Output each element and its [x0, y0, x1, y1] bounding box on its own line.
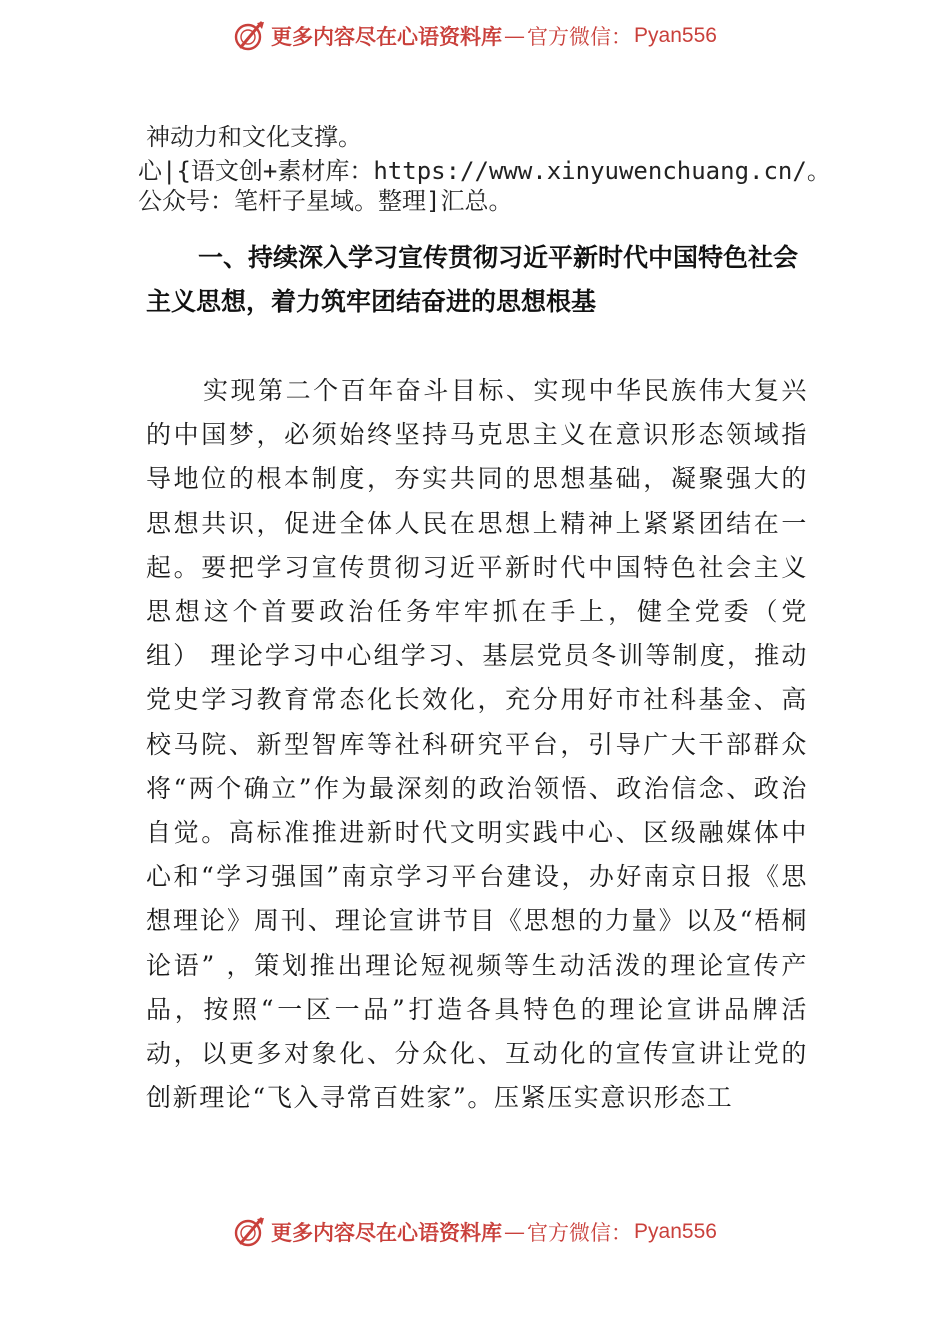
- section-heading: [146, 236, 806, 324]
- watermark-wechat-id: Pyan556: [634, 24, 717, 47]
- source-note-line-2: 公众号：笔杆子星域。整理]汇总。: [138, 187, 513, 215]
- footer-watermark: [0, 1212, 950, 1252]
- watermark-dash: —: [504, 1220, 526, 1244]
- watermark-wechat-label: 官方微信：: [527, 1221, 633, 1245]
- watermark-wechat-label: 官方微信：: [527, 25, 633, 49]
- watermark-wechat-id: Pyan556: [634, 1220, 717, 1243]
- source-note-line: 心|{语文创+素材库：https://www.xinyuwenchuang.cn/。: [138, 157, 831, 185]
- watermark-dash: —: [504, 24, 526, 48]
- body-paragraph-text: 实现第二个百年奋斗目标、实现中华民族伟大复兴的中国梦，必须始终坚持马克思主义在意识形态领域指导地位的根本制度，夯实共同的思想基础，凝聚强大的思想共识，促进全体人民在思想上精神上紧紧团结在一起。要把学习宣传贯彻习近平新时代中国特色社会主义思想这个首要政治任务牢牢抓在手上，健全党委（党组） 理论学习中心组学习、基层党员冬训等制度，推动党史学习教育常态化长效化，充分用好市社科基金、高校马院、新型智库等社科研究平台，引导广大干部群众将“两个确立”作为最深刻的政治领悟、政治信念、政治自觉。高标准推进新时代文明实践中心、区级融媒体中心和“学习强国”南京学习平台建设，办好南京日报《思想理论》周刊、理论宣讲节目《思想的力量》以及“梧桐论语” ，策划推出理论短视频等生动活泼的理论宣传产品，按照“一区一品”打造各具特色的理论宣讲品牌活动，以更多对象化、分众化、互动化的宣传宣讲让党的创新理论“飞入寻常百姓家”。压紧压实意识形态工: [146, 376, 808, 1113]
- watermark-brand-text: 更多内容尽在心语资料库: [271, 24, 503, 49]
- brand-logo-icon: [233, 1215, 267, 1249]
- section-heading-text: 一、持续深入学习宣传贯彻习近平新时代中国特色社会主义思想，着力筑牢团结奋进的思想根基: [146, 243, 799, 316]
- header-watermark: [0, 16, 950, 56]
- body-paragraph: [146, 369, 808, 1120]
- watermark-brand-text: 更多内容尽在心语资料库: [271, 1220, 503, 1245]
- continued-text-line: 神动力和文化支撑。: [146, 123, 362, 151]
- brand-logo-icon: [233, 19, 267, 53]
